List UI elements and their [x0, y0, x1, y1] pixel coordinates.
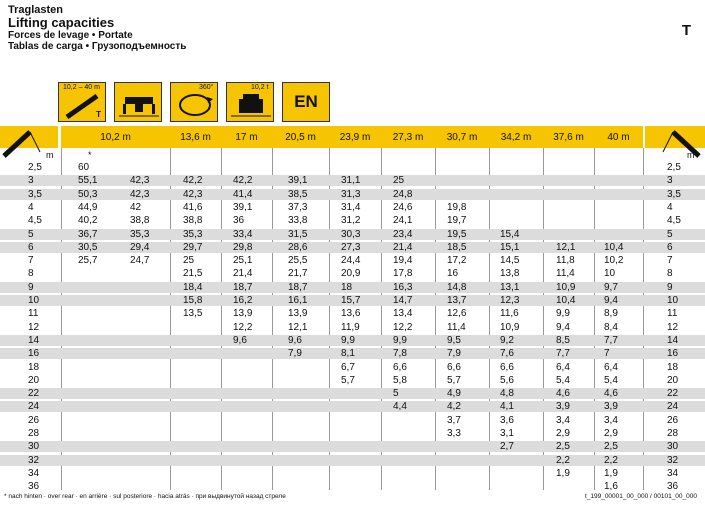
radius-left: 12	[28, 321, 40, 333]
capacity-value: 4,6	[556, 388, 570, 400]
capacity-value: 19,7	[447, 215, 467, 227]
radius-right: 28	[667, 428, 679, 439]
capacity-value: 25,1	[233, 255, 253, 267]
title-en: Lifting capacities	[8, 15, 115, 30]
footnote: * nach hinten · over rear · en arrière · sul posteriore · hacia atrás · при выдвинутой назад стреле	[4, 493, 286, 500]
capacity-value: 20,9	[341, 268, 361, 280]
corner-code: T	[681, 22, 691, 39]
capacity-value: 24,8	[393, 188, 413, 200]
capacity-value: 3,3	[447, 428, 461, 439]
title-block	[8, 4, 186, 52]
radius-right: 9	[667, 281, 673, 293]
radius-left: 6	[28, 241, 34, 253]
capacity-value: 35,3	[130, 228, 150, 240]
radius-right: 16	[667, 348, 679, 360]
capacity-value: 4,8	[500, 388, 514, 400]
radius-left: 18	[28, 361, 40, 373]
table-row	[0, 215, 705, 226]
capacity-value: 7,7	[604, 334, 618, 346]
capacity-value: 9,4	[604, 295, 618, 306]
capacity-value: 4,1	[500, 401, 514, 413]
capacity-value: 1,9	[604, 467, 618, 479]
radius-left: 3,5	[28, 188, 42, 200]
outrigger-icon	[114, 82, 162, 122]
capacity-value: 40,2	[78, 215, 98, 227]
capacity-value: 16	[447, 268, 459, 280]
capacity-value: 44,9	[78, 201, 98, 213]
capacity-value: 8,9	[604, 308, 618, 320]
radius-left: 5	[28, 228, 34, 240]
capacity-value: 12,3	[500, 295, 520, 306]
radius-left: 16	[28, 348, 40, 360]
radius-right: 24	[667, 401, 679, 413]
capacity-value: 16,1	[288, 295, 308, 306]
capacity-value: 31,4	[341, 201, 361, 213]
radius-left: 28	[28, 428, 40, 439]
radius-right: 20	[667, 374, 679, 386]
capacity-value: 31,3	[341, 188, 361, 200]
capacity-value: 50,3	[78, 188, 98, 200]
capacity-value: 21,4	[233, 268, 253, 280]
radius-right: 4	[667, 201, 673, 213]
capacity-value: 5,6	[500, 374, 514, 386]
capacity-value: 4,4	[393, 401, 407, 413]
table-row	[0, 481, 705, 492]
capacity-value: 38,8	[130, 215, 150, 227]
capacity-value: 13,6	[341, 308, 361, 320]
radius-right: 12	[667, 321, 679, 333]
capacity-value: 8,1	[341, 348, 355, 360]
slew-360-icon	[170, 82, 218, 122]
capacity-value: 12,2	[233, 321, 253, 333]
table-row	[0, 322, 705, 333]
capacity-value: 41,6	[183, 201, 203, 213]
radius-left: 2,5	[28, 162, 42, 173]
boom-length-label: 20,5 m	[285, 132, 316, 143]
radius-left: 8	[28, 268, 34, 280]
capacity-value: 2,5	[556, 441, 570, 453]
capacity-value: 9,6	[288, 334, 302, 346]
capacity-value: 10,9	[556, 281, 576, 293]
capacity-value: 15,4	[500, 228, 520, 240]
capacity-value: 35,3	[183, 228, 203, 240]
capacity-value: 23,4	[393, 228, 413, 240]
capacity-value: 14,5	[500, 255, 520, 267]
capacity-value: 6,6	[393, 361, 407, 373]
capacity-value: 5,4	[556, 374, 570, 386]
table-row	[0, 455, 705, 466]
boom-length-label: 10,2 m	[100, 132, 131, 143]
capacity-value: 15,8	[183, 295, 203, 306]
capacity-value: 31,2	[341, 215, 361, 227]
capacity-value: 14,7	[393, 295, 413, 306]
radius-left: 11	[28, 308, 39, 320]
capacity-value: 7,9	[288, 348, 302, 360]
table-row	[0, 189, 705, 200]
capacity-value: 15,7	[341, 295, 361, 306]
capacity-value: 42,3	[183, 188, 203, 200]
capacity-value: 9,4	[556, 321, 570, 333]
table-row	[0, 255, 705, 266]
capacity-value: 13,5	[183, 308, 203, 320]
capacity-value: 3,1	[500, 428, 514, 439]
unit-left: m	[46, 150, 54, 160]
capacity-value: 15,1	[500, 241, 520, 253]
boom-length-label: 30,7 m	[446, 132, 478, 143]
capacity-value: 2,9	[556, 428, 570, 439]
capacity-value: 1,6	[604, 481, 618, 493]
radius-right: 2,5	[667, 162, 681, 173]
radius-right: 32	[667, 454, 679, 466]
radius-right: 10	[667, 295, 679, 306]
boom-length-label: 40 m	[607, 132, 630, 143]
capacity-value: 21,4	[393, 241, 413, 253]
capacity-value: 11,8	[556, 255, 575, 267]
radius-right: 3,5	[667, 188, 681, 200]
capacity-value: 5,7	[341, 374, 355, 386]
table-row	[0, 175, 705, 186]
radius-right: 26	[667, 414, 679, 426]
radius-left: 10	[28, 295, 40, 306]
capacity-value: 5,4	[604, 374, 618, 386]
capacity-value: 11,4	[556, 268, 575, 280]
capacity-value: 8,5	[556, 334, 570, 346]
radius-left: 20	[28, 374, 40, 386]
capacity-value: 3,9	[604, 401, 618, 413]
capacity-value: 7,8	[393, 348, 407, 360]
capacity-value: 18	[341, 281, 353, 293]
capacity-value: 27,3	[341, 241, 361, 253]
capacity-value: 24,6	[393, 201, 413, 213]
capacity-value: 9,5	[447, 334, 461, 346]
standard-en-badge: EN	[282, 82, 330, 122]
counterweight-icon	[226, 82, 274, 122]
table-row	[0, 348, 705, 359]
capacity-value: 29,7	[183, 241, 203, 253]
capacity-value: 3,4	[604, 414, 618, 426]
capacity-value: 13,9	[288, 308, 308, 320]
table-row	[0, 202, 705, 213]
table-row	[0, 375, 705, 386]
capacity-value: 11,4	[447, 321, 466, 333]
unit-right: m	[687, 150, 695, 160]
radius-left: 24	[28, 401, 40, 413]
table-row	[0, 388, 705, 399]
capacity-value: 18,5	[447, 241, 467, 253]
capacity-value: 13,1	[500, 281, 520, 293]
radius-left: 22	[28, 388, 40, 400]
radius-right: 3	[667, 175, 673, 187]
capacity-value: 9,9	[556, 308, 570, 320]
capacity-value: 42,2	[183, 175, 203, 187]
capacity-value: 13,9	[233, 308, 253, 320]
capacity-value: 42,3	[130, 175, 150, 187]
slew-label: 360°	[199, 84, 214, 91]
radius-right: 18	[667, 361, 679, 373]
capacity-value: 2,2	[556, 454, 570, 466]
capacity-value: 9,6	[233, 334, 247, 346]
capacity-value: 25	[393, 175, 405, 187]
capacity-value: 29,4	[130, 241, 150, 253]
capacity-value: 18,4	[183, 281, 203, 293]
capacity-value: 3,4	[556, 414, 570, 426]
radius-left: 36	[28, 481, 40, 493]
radius-left: 3	[28, 175, 34, 187]
capacity-value: 2,9	[604, 428, 618, 439]
capacity-value: 28,6	[288, 241, 308, 253]
radius-left: 30	[28, 441, 40, 453]
capacity-value: 19,4	[393, 255, 413, 267]
capacity-value: 2,2	[604, 454, 618, 466]
capacity-value: 18,7	[288, 281, 308, 293]
capacity-value: 18,7	[233, 281, 253, 293]
capacity-value: 16,2	[233, 295, 253, 306]
radius-left: 26	[28, 414, 40, 426]
capacity-value: 7	[604, 348, 610, 360]
table-row	[0, 335, 705, 346]
radius-left: 7	[28, 255, 34, 267]
capacity-value: 38,8	[183, 215, 203, 227]
radius-left: 32	[28, 454, 40, 466]
capacity-value: 25	[183, 255, 195, 267]
table-row	[0, 362, 705, 373]
capacity-value: 10	[604, 268, 616, 280]
capacity-value: 6,6	[447, 361, 461, 373]
capacity-value: 41,4	[233, 188, 253, 200]
table-row	[0, 441, 705, 452]
capacity-value: 10,4	[604, 241, 624, 253]
capacity-value: 55,1	[78, 175, 98, 187]
table-row	[0, 282, 705, 293]
capacity-value: 5,7	[447, 374, 461, 386]
capacity-value: 7,7	[556, 348, 570, 360]
capacity-value: 30,5	[78, 241, 98, 253]
capacity-value: 9,9	[393, 334, 407, 346]
capacity-value: 3,6	[500, 414, 514, 426]
capacity-value: 1,9	[556, 467, 570, 479]
boom-length-label: 34,2 m	[500, 132, 532, 143]
radius-left: 4	[28, 201, 34, 213]
radius-right: 22	[667, 388, 679, 400]
title-de: Traglasten	[8, 4, 64, 16]
radius-right: 14	[667, 334, 679, 346]
radius-right: 7	[667, 255, 673, 267]
capacity-value: 13,7	[447, 295, 467, 306]
capacity-value: 29,8	[233, 241, 253, 253]
capacity-value: 10,4	[556, 295, 576, 306]
capacity-value: 39,1	[233, 201, 253, 213]
radius-left: 14	[28, 334, 40, 346]
capacity-value: 6,4	[556, 361, 570, 373]
capacity-value: 4,2	[447, 401, 461, 413]
capacity-value: 37,3	[288, 201, 308, 213]
boom-length-label: 17 m	[235, 132, 258, 143]
table-row	[0, 229, 705, 240]
capacity-value: 60	[78, 162, 90, 173]
capacity-value: 4,6	[604, 388, 618, 400]
reference-code: t_199_00001_00_000 / 00101_00_000	[584, 493, 697, 500]
capacity-value: 42,3	[130, 188, 150, 200]
table-row	[0, 268, 705, 279]
capacity-value: 6,4	[604, 361, 618, 373]
boom-icon-right-bg	[645, 126, 705, 160]
capacity-value: 2,5	[604, 441, 618, 453]
capacity-value: 4,9	[447, 388, 461, 400]
capacity-value: 2,7	[500, 441, 514, 453]
jib-length-sub: T	[96, 110, 101, 119]
capacity-value: 10,2	[604, 255, 624, 267]
capacity-value: 16,3	[393, 281, 413, 293]
capacity-value: 9,9	[341, 334, 355, 346]
capacity-value: 9,7	[604, 281, 618, 293]
boom-icon-left-bg	[0, 126, 58, 160]
capacity-value: 17,2	[447, 255, 467, 267]
capacity-value: 10,9	[500, 321, 520, 333]
capacity-value: 6,6	[500, 361, 514, 373]
capacity-value: 24,4	[341, 255, 361, 267]
capacity-value: 42	[130, 201, 142, 213]
icon-strip	[58, 82, 330, 122]
capacity-value: 25,7	[78, 255, 98, 267]
table-row	[0, 162, 705, 173]
capacity-value: 17,8	[393, 268, 413, 280]
boom-length-label: 23,9 m	[339, 132, 371, 143]
boom-length-label: 27,3 m	[392, 132, 424, 143]
capacity-value: 7,6	[500, 348, 514, 360]
radius-right: 36	[667, 481, 679, 493]
capacity-value: 36,7	[78, 228, 98, 240]
capacity-value: 39,1	[288, 175, 308, 187]
radius-right: 6	[667, 241, 673, 253]
capacity-value: 42,2	[233, 175, 253, 187]
table-row	[0, 308, 705, 319]
capacity-value: 14,8	[447, 281, 467, 293]
radius-right: 11	[667, 308, 678, 320]
capacity-value: 13,8	[500, 268, 520, 280]
capacity-value: 12,6	[447, 308, 467, 320]
capacity-value: 7,9	[447, 348, 461, 360]
boom-length-label: 13,6 m	[180, 132, 211, 143]
star-mark: *	[88, 150, 92, 160]
radius-right: 34	[667, 467, 679, 479]
radius-right: 30	[667, 441, 679, 453]
radius-left: 9	[28, 281, 34, 293]
capacity-value: 3,9	[556, 401, 570, 413]
radius-right: 5	[667, 228, 673, 240]
capacity-value: 21,5	[183, 268, 203, 280]
radius-left: 4,5	[28, 215, 42, 227]
capacity-value: 38,5	[288, 188, 308, 200]
boom-length-header	[61, 126, 643, 148]
capacity-value: 19,5	[447, 228, 467, 240]
capacity-value: 11,9	[341, 321, 360, 333]
capacity-value: 19,8	[447, 201, 467, 213]
capacity-value: 12,1	[288, 321, 308, 333]
counterweight-label: 10,2 t	[251, 84, 269, 91]
capacity-value: 36	[233, 215, 245, 227]
capacity-value: 33,8	[288, 215, 308, 227]
radius-right: 4,5	[667, 215, 681, 227]
capacity-value: 25,5	[288, 255, 308, 267]
capacity-value: 6,7	[341, 361, 355, 373]
capacity-value: 8,4	[604, 321, 618, 333]
jib-length-label: 10,2 – 40 m	[63, 84, 100, 91]
jib-length-icon	[58, 82, 106, 122]
table-row	[0, 415, 705, 426]
capacity-value: 12,2	[393, 321, 413, 333]
capacity-value: 5,8	[393, 374, 407, 386]
capacity-value: 30,3	[341, 228, 361, 240]
capacity-value: 11,6	[500, 308, 519, 320]
capacity-value: 13,4	[393, 308, 413, 320]
title-fr-it: Forces de levage • Portate	[8, 30, 133, 41]
capacity-value: 24,7	[130, 255, 150, 267]
capacity-value: 5	[393, 388, 399, 400]
table-row	[0, 242, 705, 253]
table-row	[0, 295, 705, 306]
capacity-value: 21,7	[288, 268, 308, 280]
boom-length-label: 37,6 m	[553, 132, 584, 143]
table-row	[0, 428, 705, 439]
capacity-value: 31,1	[341, 175, 361, 187]
capacity-value: 12,1	[556, 241, 576, 253]
capacity-value: 24,1	[393, 215, 413, 227]
capacity-value: 3,7	[447, 414, 461, 426]
radius-right: 8	[667, 268, 673, 280]
radius-left: 34	[28, 467, 40, 479]
table-row	[0, 401, 705, 412]
capacity-value: 31,5	[288, 228, 308, 240]
title-es-ru: Tablas de carga • Грузоподъемность	[8, 41, 187, 52]
boom-right-icon	[645, 126, 705, 162]
capacity-value: 9,2	[500, 334, 514, 346]
table-row	[0, 468, 705, 479]
capacity-value: 33,4	[233, 228, 253, 240]
